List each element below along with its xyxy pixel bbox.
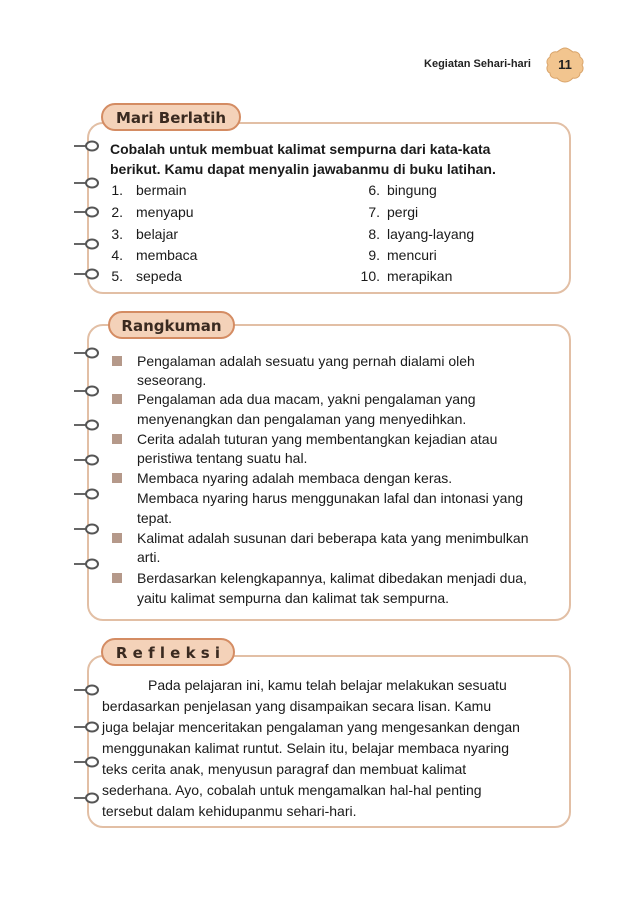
word-list-item — [110, 180, 550, 201]
exercise-intro-line: Cobalah untuk membuat kalimat sempurna dari kata-kata — [110, 141, 491, 157]
item-number: 9. — [368, 247, 380, 263]
mari-berlatih-tab: Mari Berlatih — [101, 103, 241, 131]
reflection-line: juga belajar menceritakan pengalaman yang mengesankan dengan — [102, 719, 520, 735]
word-list-item — [110, 245, 550, 266]
item-word: bermain — [136, 182, 187, 198]
binder-ring-icon — [72, 419, 102, 431]
binder-ring-icon — [72, 756, 102, 768]
summary-line: tepat. — [137, 510, 173, 526]
summary-line: menyenangkan dan pengalaman yang menyedihkan. — [137, 411, 467, 427]
summary-line: peristiwa tentang suatu hal. — [137, 450, 308, 466]
binder-ring-icon — [72, 347, 102, 359]
summary-line: seseorang. — [137, 372, 207, 388]
item-word: sepeda — [136, 268, 182, 284]
square-bullet-icon — [112, 356, 122, 366]
item-word: bingung — [387, 182, 437, 198]
binder-ring-icon — [72, 558, 102, 570]
binder-ring-icon — [72, 238, 102, 250]
binder-ring-icon — [72, 523, 102, 535]
binder-ring-icon — [72, 385, 102, 397]
binder-ring-icon — [72, 140, 102, 152]
summary-line: Pengalaman adalah sesuatu yang pernah dialami oleh — [137, 353, 475, 369]
running-header: Kegiatan Sehari-hari — [424, 58, 531, 70]
item-number: 2. — [111, 204, 123, 220]
item-number: 5. — [111, 268, 123, 284]
binder-ring-icon — [72, 721, 102, 733]
summary-line: arti. — [137, 549, 161, 565]
square-bullet-icon — [112, 434, 122, 444]
item-word: pergi — [387, 204, 419, 220]
page-number-badge — [545, 46, 585, 84]
summary-line: yaitu kalimat sempurna dan kalimat tak sempurna. — [137, 590, 450, 606]
square-bullet-icon — [112, 394, 122, 404]
item-word: membaca — [136, 247, 198, 263]
square-bullet-icon — [112, 473, 122, 483]
summary-line: Cerita adalah tuturan yang membentangkan kejadian atau — [137, 431, 498, 447]
item-word: mencuri — [387, 247, 437, 263]
item-number: 4. — [111, 247, 123, 263]
item-word: menyapu — [136, 204, 194, 220]
item-number: 3. — [111, 226, 123, 242]
word-list-item — [110, 202, 550, 223]
summary-line: Berdasarkan kelengkapannya, kalimat dibedakan menjadi dua, — [137, 570, 527, 586]
binder-ring-icon — [72, 684, 102, 696]
word-list-item — [110, 224, 550, 245]
binder-ring-icon — [72, 454, 102, 466]
binder-ring-icon — [72, 206, 102, 218]
binder-ring-icon — [72, 488, 102, 500]
summary-line: Pengalaman ada dua macam, yakni pengalaman yang — [137, 391, 476, 407]
reflection-line: berdasarkan penjelasan yang disampaikan secara lisan. Kamu — [102, 698, 492, 714]
item-number: 10. — [360, 268, 380, 284]
reflection-line: tersebut dalam kehidupanmu sehari-hari. — [102, 803, 357, 819]
item-word: belajar — [136, 226, 179, 242]
summary-line: Membaca nyaring harus menggunakan lafal dan intonasi yang — [137, 490, 524, 506]
binder-ring-icon — [72, 792, 102, 804]
page-number: 11 — [558, 57, 572, 72]
summary-line: Kalimat adalah susunan dari beberapa kata yang menimbulkan — [137, 530, 529, 546]
reflection-line: teks cerita anak, menyusun paragraf dan membuat kalimat — [102, 761, 467, 777]
square-bullet-icon — [112, 573, 122, 583]
summary-line: Membaca nyaring adalah membaca dengan keras. — [137, 470, 453, 486]
square-bullet-icon — [112, 533, 122, 543]
item-word: layang-layang — [387, 226, 475, 242]
item-word: merapikan — [387, 268, 453, 284]
refleksi-tab: R e f l e k s i — [101, 638, 235, 666]
item-number: 6. — [368, 182, 380, 198]
item-number: 1. — [111, 182, 123, 198]
exercise-intro-line: berikut. Kamu dapat menyalin jawabanmu di buku latihan. — [110, 161, 496, 177]
item-number: 7. — [368, 204, 380, 220]
reflection-line: Pada pelajaran ini, kamu telah belajar melakukan sesuatu — [148, 677, 507, 693]
binder-ring-icon — [72, 268, 102, 280]
item-number: 8. — [368, 226, 380, 242]
reflection-line: menggunakan kalimat runtut. Selain itu, belajar membaca nyaring — [102, 740, 510, 756]
word-list-item — [110, 266, 550, 287]
reflection-line: sederhana. Ayo, cobalah untuk mengamalkan hal-hal penting — [102, 782, 482, 798]
rangkuman-tab: Rangkuman — [108, 311, 235, 339]
binder-ring-icon — [72, 177, 102, 189]
